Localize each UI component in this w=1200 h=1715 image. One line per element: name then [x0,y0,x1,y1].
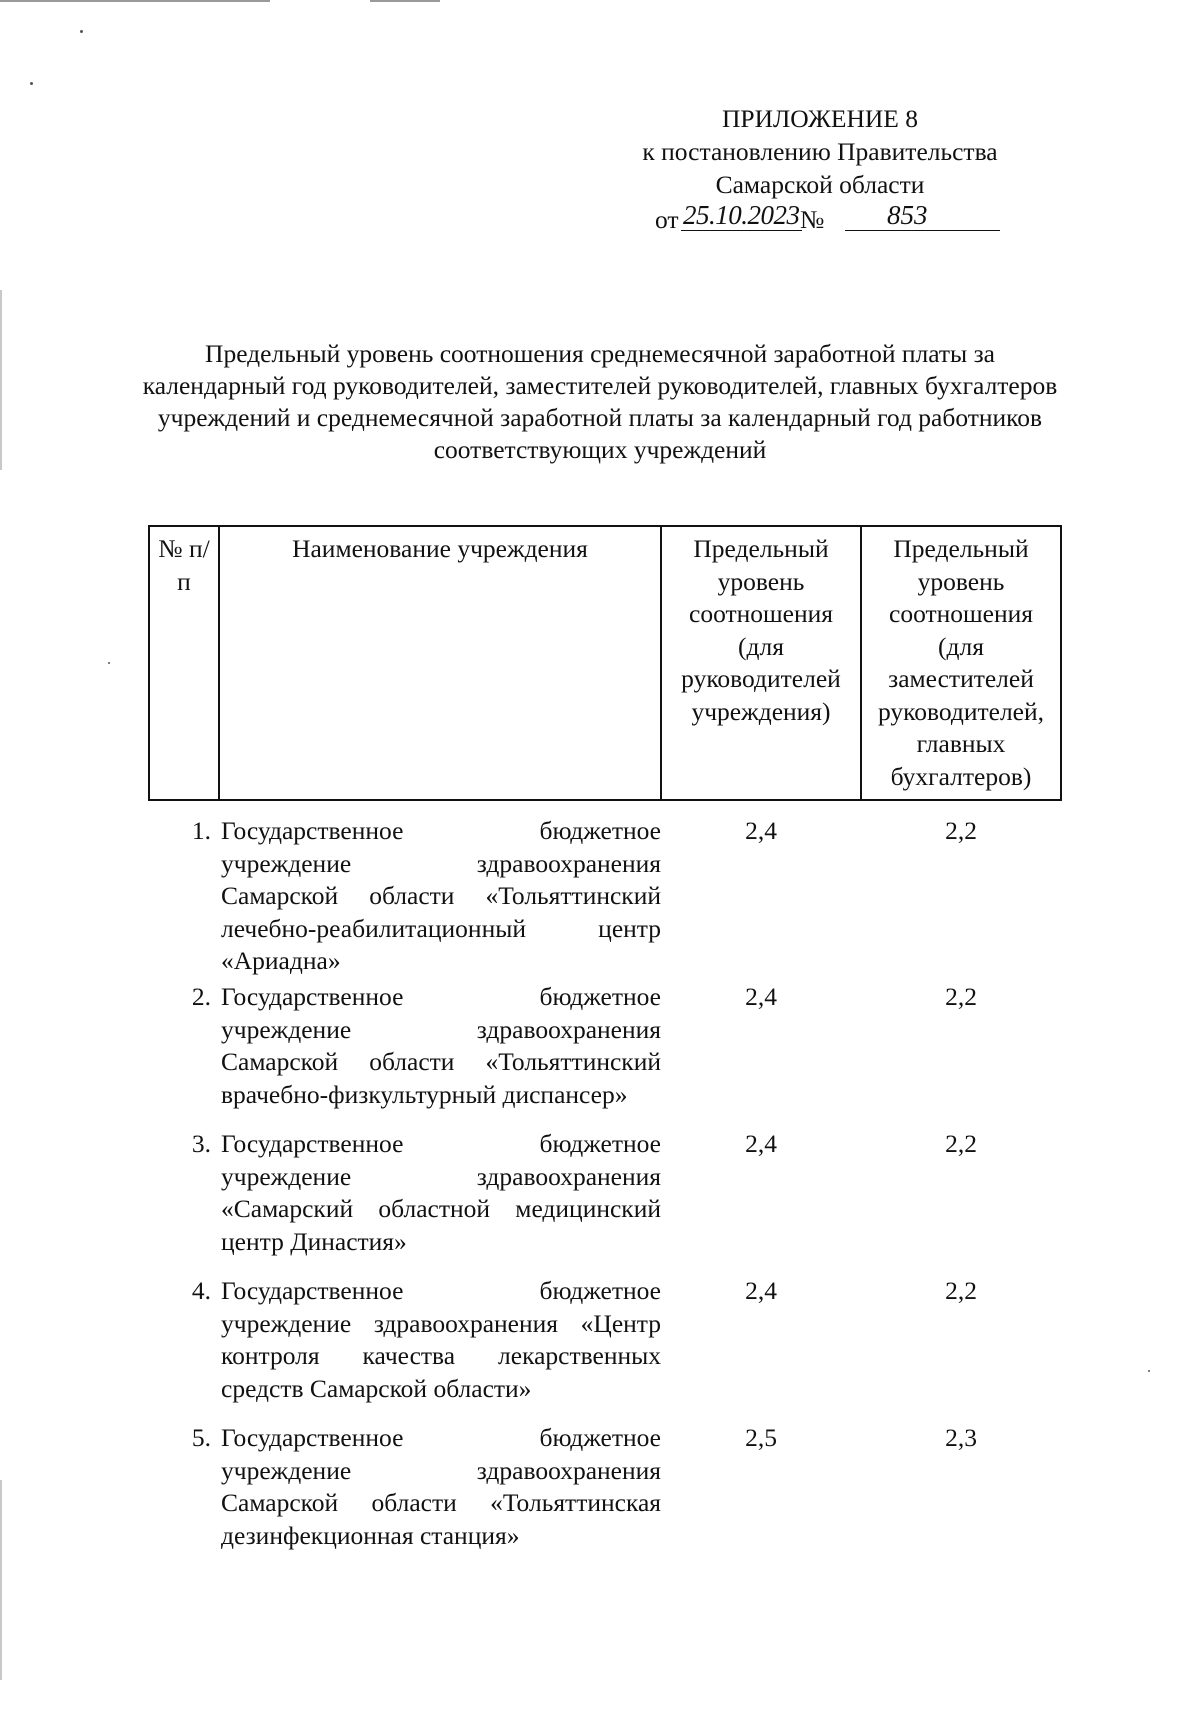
head-ratio-value: 2,5 [745,1423,777,1452]
head-ratio-value: 2,4 [745,1129,777,1158]
table-row [149,1128,1061,1275]
deputy-ratio-value: 2,2 [945,1129,977,1158]
head-ratio-value: 2,4 [745,982,777,1011]
deputy-ratio-value: 2,2 [945,816,977,845]
institution-name: Государственное бюджетное учреждение здравоохранения Самарской области «Тольяттинская дезинфекционная станция» [221,1423,661,1550]
header-head-ratio: Предельный уровень соотношения (для руководителей учреждения) [661,526,861,800]
deputy-ratio-value: 2,3 [945,1423,977,1452]
scan-edge-mark [0,1480,2,1680]
date-prefix: от [655,205,679,234]
row-number: 1. [191,816,211,845]
scan-edge-line [370,0,440,2]
header-number: № п/п [149,526,219,800]
scan-speck [1148,1370,1150,1372]
scan-edge-mark [0,290,2,470]
head-ratio-value: 2,4 [745,1276,777,1305]
decree-date-number [600,201,1040,237]
row-number: 4. [191,1276,211,1305]
deputy-ratio-value: 2,2 [945,982,977,1011]
appendix-line-region: Самарской области [715,170,925,199]
header-name: Наименование учреждения [219,526,661,800]
document-title: Предельный уровень соотношения среднемесячной заработной платы за календарный год руководителей, заместителей руководителей, главных бухгалтеров учреждений и среднемесячной заработной платы за календарный год работников соответствующих учреждений [142,339,1058,464]
table-header-row [149,526,1061,800]
ratio-limits-table [148,525,1062,1552]
institution-name: Государственное бюджетное учреждение здравоохранения «Центр контроля качества лекарственных средств Самарской области» [221,1276,661,1403]
institution-name: Государственное бюджетное учреждение здравоохранения Самарской области «Тольяттинский врачебно-физкультурный диспансер» [221,982,661,1109]
table-row [149,1422,1061,1552]
scan-speck [108,662,110,664]
appendix-line-decree: к постановлению Правительства [642,137,998,166]
number-sign: № [800,205,825,234]
row-number: 5. [191,1423,211,1452]
approval-block [600,102,1040,237]
table-row [149,981,1061,1128]
header-deputy-ratio: Предельный уровень соотношения (для заместителей руководителей, главных бухгалтеров) [861,526,1061,800]
scan-edge-line [0,0,270,2]
deputy-ratio-value: 2,2 [945,1276,977,1305]
scan-speck [80,30,83,33]
table-row [149,1275,1061,1422]
handwritten-number: 853 [845,200,1000,231]
institution-name: Государственное бюджетное учреждение здравоохранения «Самарский областной медицинский центр Династия» [221,1129,661,1256]
scan-speck [30,82,33,85]
row-number: 3. [191,1129,211,1158]
head-ratio-value: 2,4 [745,816,777,845]
appendix-title: ПРИЛОЖЕНИЕ 8 [721,104,919,133]
row-number: 2. [191,982,211,1011]
handwritten-date: 25.10.2023 [683,200,800,230]
table-row [149,800,1061,981]
institution-name: Государственное бюджетное учреждение здравоохранения Самарской области «Тольяттинский лечебно-реабилитационный центр «Ариадна» [221,816,661,975]
